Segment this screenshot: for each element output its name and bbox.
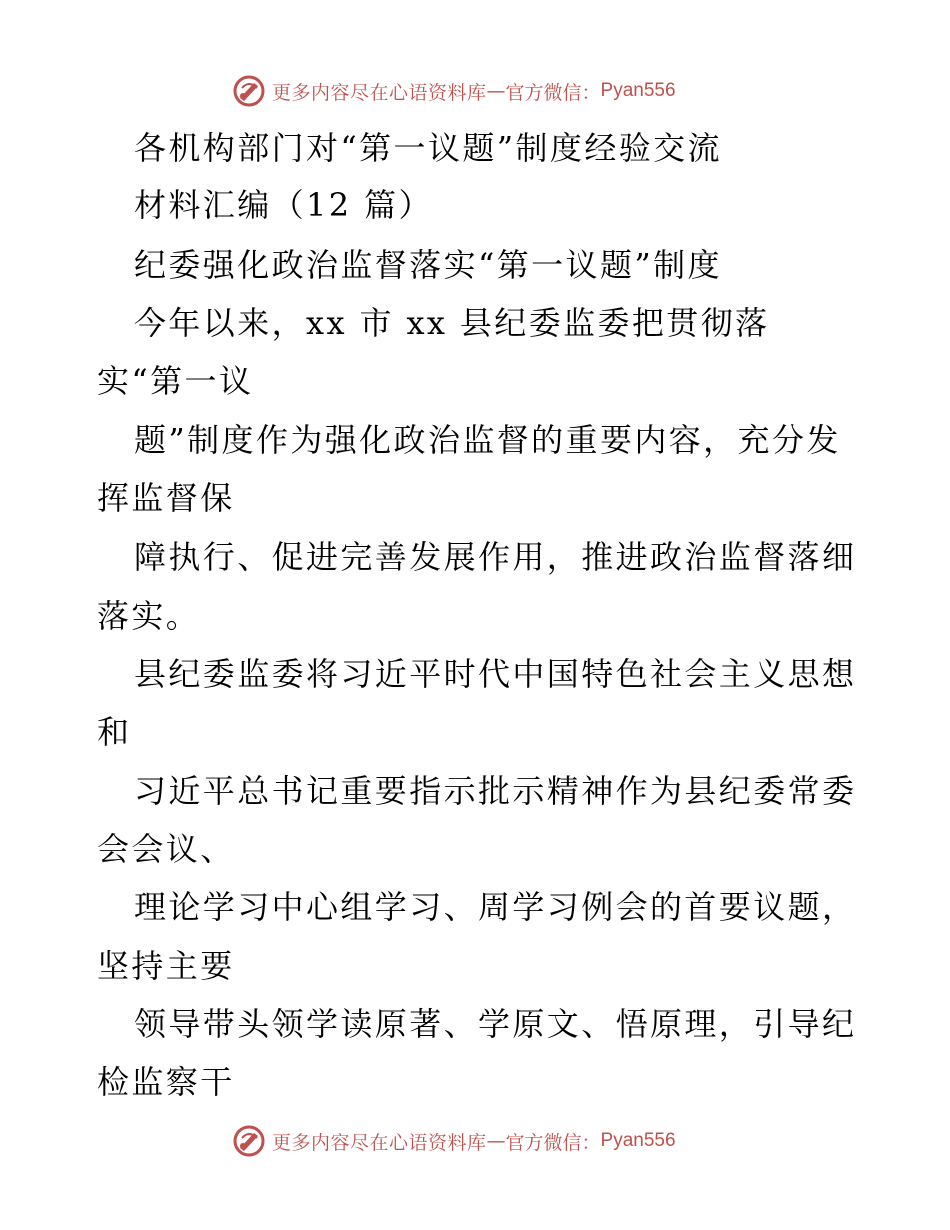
- banner-site-name: 更多内容尽在心语资料库: [272, 81, 487, 104]
- header-banner: [232, 73, 676, 109]
- banner-wechat-id: Pyan556: [600, 1130, 676, 1151]
- doc-line: 县纪委监委将习近平时代中国特色社会主义思想: [134, 655, 857, 693]
- doc-subtitle: 纪委强化政治监督落实“第一议题”制度: [134, 246, 722, 284]
- doc-line: 会会议、: [97, 830, 235, 868]
- doc-line: 挥监督保: [97, 479, 235, 517]
- doc-line: 习近平总书记重要指示批示精神作为县纪委常委: [134, 772, 857, 810]
- footer-banner: [232, 1123, 676, 1159]
- doc-line: 题”制度作为强化政治监督的重要内容，充分发: [134, 421, 841, 459]
- doc-title-line-2: 材料汇编（12 篇）: [134, 186, 433, 224]
- doc-line: 理论学习中心组学习、周学习例会的首要议题，: [134, 888, 857, 926]
- red-seal-logo-icon: [232, 74, 266, 108]
- doc-line: 障执行、促进完善发展作用，推进政治监督落细: [134, 538, 857, 576]
- doc-line: 落实。: [97, 597, 201, 635]
- banner-wechat-id: Pyan556: [600, 80, 676, 101]
- red-seal-logo-icon: [232, 1124, 266, 1158]
- banner-wechat-label: 官方微信：: [505, 1131, 601, 1154]
- doc-line: 领导带头领学读原著、学原文、悟原理，引导纪: [134, 1005, 857, 1043]
- doc-line: 检监察干: [97, 1063, 235, 1101]
- doc-title-line-1: 各机构部门对“第一议题”制度经验交流: [134, 129, 722, 167]
- doc-line: 坚持主要: [97, 947, 235, 985]
- banner-separator: —: [486, 80, 506, 102]
- banner-site-name: 更多内容尽在心语资料库: [272, 1131, 487, 1154]
- banner-separator: —: [486, 1130, 506, 1152]
- doc-line: 实“第一议: [97, 362, 254, 400]
- banner-wechat-label: 官方微信：: [505, 81, 601, 104]
- doc-line: 今年以来，xx 市 xx 县纪委监委把贯彻落: [134, 304, 770, 342]
- doc-line: 和: [97, 713, 132, 751]
